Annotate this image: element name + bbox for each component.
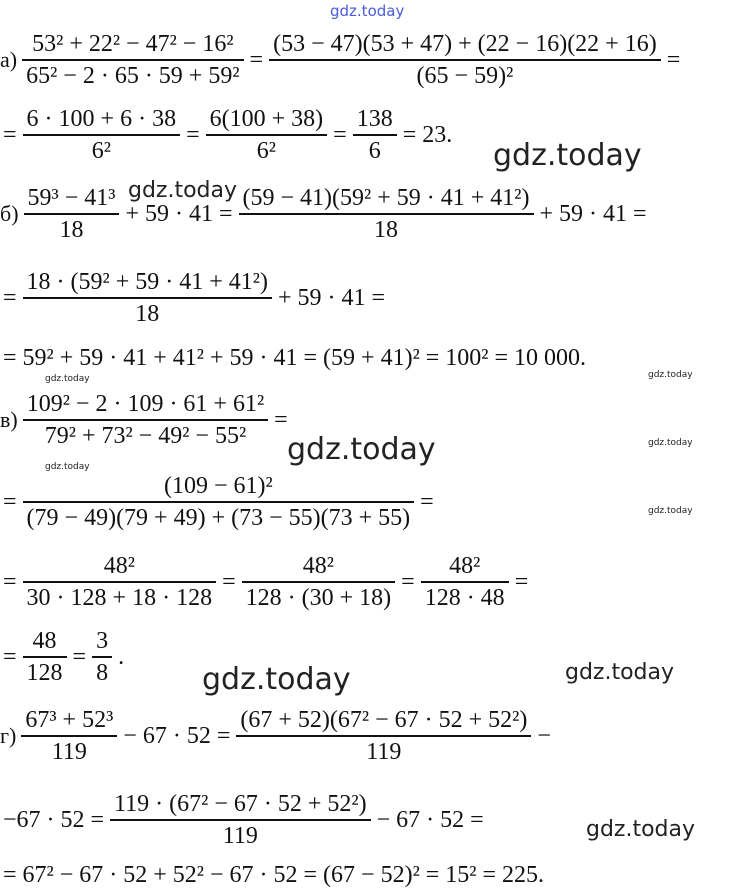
a-l2-eq-1: = [186, 121, 200, 148]
b-l2-lead: = [3, 284, 17, 311]
v-l4-end: . [118, 643, 125, 670]
v-line-1 [0, 384, 291, 456]
b-line-1 [0, 178, 650, 250]
a-l2-frac-2-den: 6² [256, 137, 276, 164]
g-frac-1-den: 119 [51, 738, 87, 765]
v-l3-eq-2: = [401, 568, 415, 595]
v-l3-frac-1 [23, 551, 217, 613]
watermark-3: gdz.today [45, 374, 90, 384]
a-l2-end: = 23. [402, 121, 453, 148]
v-l4-frac-2-den: 8 [96, 659, 109, 686]
v-l3-frac-1-num: 48² [103, 553, 135, 580]
g-frac-2-den: 119 [366, 738, 402, 765]
b-label: б) [0, 201, 19, 226]
g-l2-frac-den: 119 [222, 822, 258, 849]
g-l2-frac-num: 119 · (67² − 67 · 52 + 52²) [114, 791, 367, 818]
a-l2-lead: = [3, 121, 17, 148]
v-l3-frac-3-num: 48² [449, 553, 481, 580]
watermark-2: gdz.today [128, 178, 238, 203]
b-tail: + 59 · 41 = [539, 200, 647, 227]
a-frac-2 [269, 29, 661, 91]
a-l2-frac-3-num: 138 [356, 106, 393, 133]
v-line-4 [0, 622, 127, 692]
b-line-2 [0, 262, 388, 334]
watermark-8: gdz.today [648, 506, 693, 516]
g-tail: − [537, 722, 551, 749]
watermark-6: gdz.today [287, 432, 436, 467]
g-l2-tail: − 67 · 52 = [376, 806, 484, 833]
b-l2-frac-den: 18 [135, 300, 160, 327]
a-line-2 [0, 100, 455, 170]
v-l3-frac-2 [242, 551, 396, 613]
v-l1-tail: = [274, 406, 288, 433]
watermark-5: gdz.today [648, 438, 693, 448]
b-frac-1-den: 18 [59, 216, 84, 243]
a-l2-frac-1-den: 6² [91, 137, 111, 164]
v-l3-frac-3-den: 128 · 48 [424, 584, 505, 611]
watermark-7: gdz.today [45, 462, 90, 472]
a-line-1 [0, 20, 683, 100]
v-l3-eq-1: = [222, 568, 236, 595]
v-l4-lead: = [3, 643, 17, 670]
watermark-11: gdz.today [586, 817, 696, 842]
v-frac-1-den: 79² + 73² − 49² − 55² [44, 422, 247, 449]
g-l2-frac [110, 789, 371, 851]
v-label: в) [0, 407, 18, 432]
b-frac-2 [239, 183, 534, 245]
v-l4-eq: = [72, 643, 87, 670]
v-line-2 [0, 466, 437, 538]
g-frac-2 [236, 705, 531, 767]
g-line-2 [0, 784, 487, 856]
g-l3: = 67² − 67 · 52 + 52² − 67 · 52 = (67 − 52)² = 15² = 225. [3, 861, 545, 888]
v-l4-frac-2 [92, 626, 112, 688]
v-l4-frac-1 [23, 626, 67, 688]
g-frac-1-num: 67³ + 52³ [25, 707, 114, 734]
v-l2-tail: = [420, 488, 434, 515]
b-frac-1-num: 59³ − 41³ [27, 185, 116, 212]
b-frac-1 [24, 183, 120, 245]
g-frac-1 [21, 705, 117, 767]
watermark-9: gdz.today [202, 662, 351, 697]
v-line-3 [0, 546, 531, 618]
b-l2-tail: + 59 · 41 = [277, 284, 386, 311]
v-l2-frac [23, 471, 415, 533]
a-frac-1-num: 53² + 22² − 47² − 16² [32, 31, 234, 58]
v-l4-frac-2-num: 3 [96, 628, 109, 655]
a-eq-tail: = [666, 46, 681, 73]
v-frac-1-num: 109² − 2 · 109 · 61 + 61² [26, 391, 265, 418]
v-l3-frac-3 [421, 551, 509, 613]
b-frac-2-num: (59 − 41)(59² + 59 · 41 + 41²) [242, 185, 530, 212]
v-l2-frac-den: (79 − 49)(79 + 49) + (73 − 55)(73 + 55) [26, 504, 411, 531]
b-l2-frac [23, 267, 272, 329]
b-l2-frac-num: 18 · (59² + 59 · 41 + 41²) [26, 269, 268, 296]
a-frac-2-den: (65 − 59)² [416, 62, 514, 89]
v-frac-1 [23, 389, 268, 451]
b-mid: + 59 · 41 = [125, 200, 233, 227]
v-l3-tail: = [514, 568, 529, 595]
v-l3-lead: = [3, 568, 17, 595]
watermark-4: gdz.today [648, 370, 693, 380]
g-mid: − 67 · 52 = [123, 722, 231, 749]
b-l3: = 59² + 59 · 41 + 41² + 59 · 41 = (59 + 41)² = 100² = 10 000. [3, 344, 587, 371]
v-l4-frac-1-num: 48 [32, 628, 57, 655]
v-l2-lead: = [3, 488, 17, 515]
a-l2-frac-1 [23, 104, 181, 166]
watermark-10: gdz.today [565, 660, 675, 685]
a-l2-eq-2: = [333, 121, 347, 148]
a-l2-frac-3 [353, 104, 397, 166]
b-frac-2-den: 18 [374, 216, 399, 243]
g-frac-2-num: (67 + 52)(67² − 67 · 52 + 52²) [240, 707, 528, 734]
g-l2-lead: −67 · 52 = [3, 806, 105, 833]
a-frac-1-den: 65² − 2 · 65 · 59 + 59² [26, 62, 240, 89]
a-eq-1: = [249, 46, 264, 73]
a-frac-1 [22, 29, 243, 91]
a-label: а) [0, 47, 18, 72]
a-frac-2-num: (53 − 47)(53 + 47) + (22 − 16)(22 + 16) [273, 31, 657, 58]
a-l2-frac-3-den: 6 [368, 137, 381, 164]
v-l2-frac-num: (109 − 61)² [164, 473, 273, 500]
g-label: г) [0, 723, 17, 748]
g-line-1 [0, 698, 554, 774]
a-l2-frac-2-num: 6(100 + 38) [209, 106, 324, 133]
a-l2-frac-1-num: 6 · 100 + 6 · 38 [26, 106, 177, 133]
v-l4-frac-1-den: 128 [26, 659, 63, 686]
v-l3-frac-1-den: 30 · 128 + 18 · 128 [26, 584, 213, 611]
a-l2-frac-2 [206, 104, 328, 166]
v-l3-frac-2-num: 48² [302, 553, 334, 580]
b-line-3 [0, 340, 589, 376]
v-l3-frac-2-den: 128 · (30 + 18) [245, 584, 392, 611]
watermark-1: gdz.today [493, 138, 642, 173]
g-line-3 [0, 858, 547, 892]
watermark-top: gdz.today [330, 2, 405, 20]
